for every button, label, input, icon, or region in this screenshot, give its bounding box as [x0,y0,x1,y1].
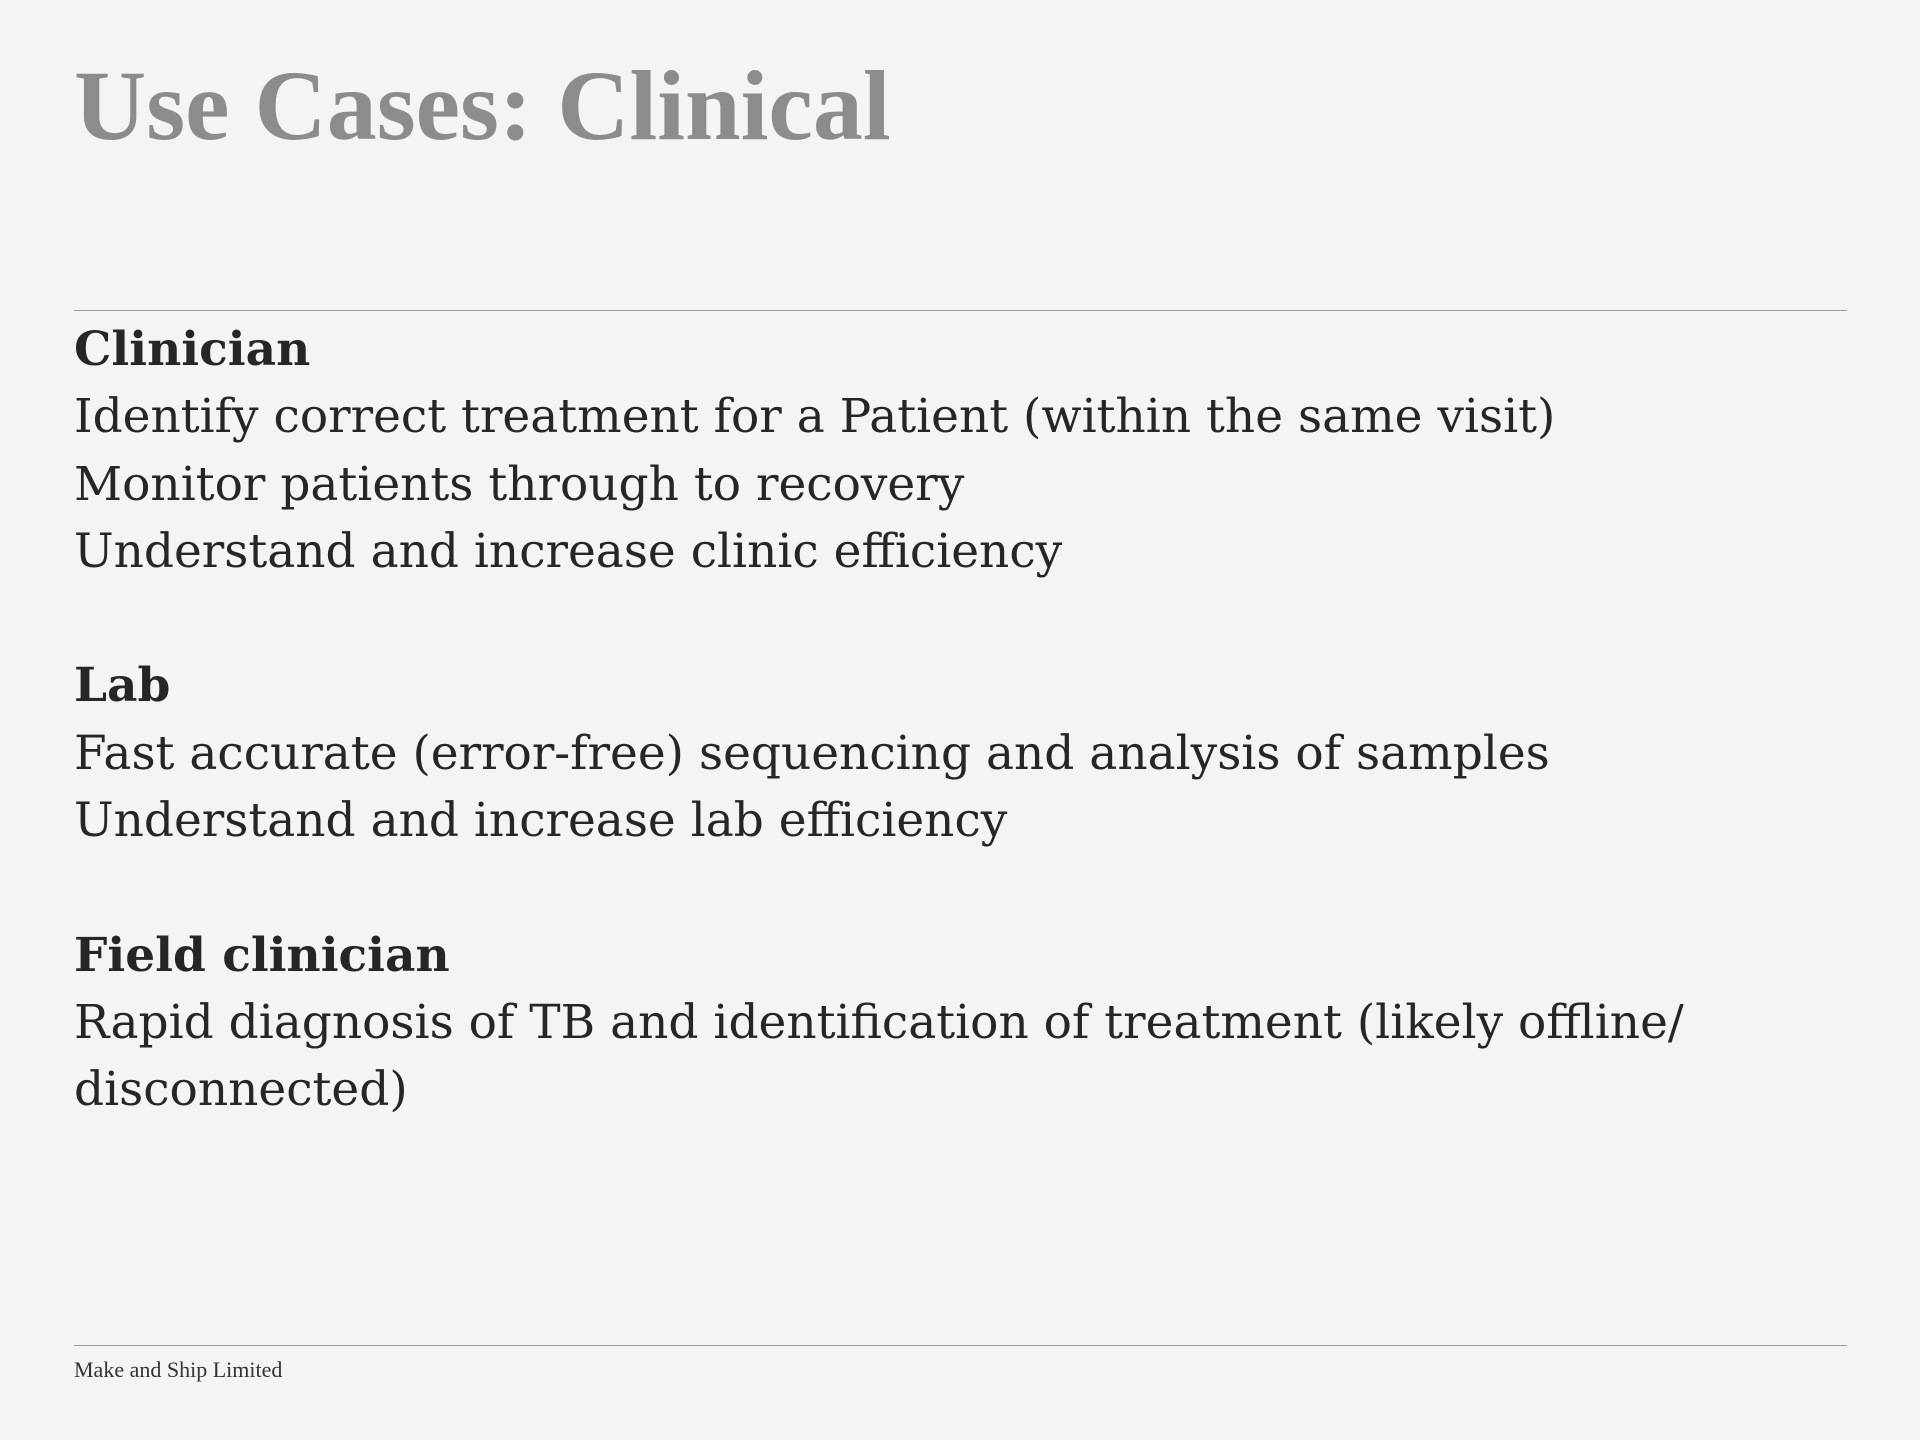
list-item: Monitor patients through to recovery [74,456,965,512]
section-field-clinician [74,922,1814,1124]
list-item: Fast accurate (error-free) sequencing and analysis of samples [74,725,1550,781]
slide-content [74,316,1814,1124]
list-item: Understand and increase lab efficiency [74,793,1008,849]
section-heading: Field clinician [74,927,450,983]
list-item: Understand and increase clinic efficiency [74,523,1063,579]
bottom-divider [74,1345,1847,1346]
list-item: Identify correct treatment for a Patient (within the same visit) [74,389,1556,445]
footer-company-name: Make and Ship Limited [74,1357,283,1382]
section-heading: Clinician [74,322,311,377]
list-item: Rapid diagnosis of TB and identification of treatment (likely offline/ disconnected) [74,994,1684,1118]
top-divider [74,310,1847,311]
section-heading: Lab [74,658,171,714]
slide-title: Use Cases: Clinical [74,50,891,161]
section-lab [74,652,1814,854]
section-clinician [74,316,1814,585]
